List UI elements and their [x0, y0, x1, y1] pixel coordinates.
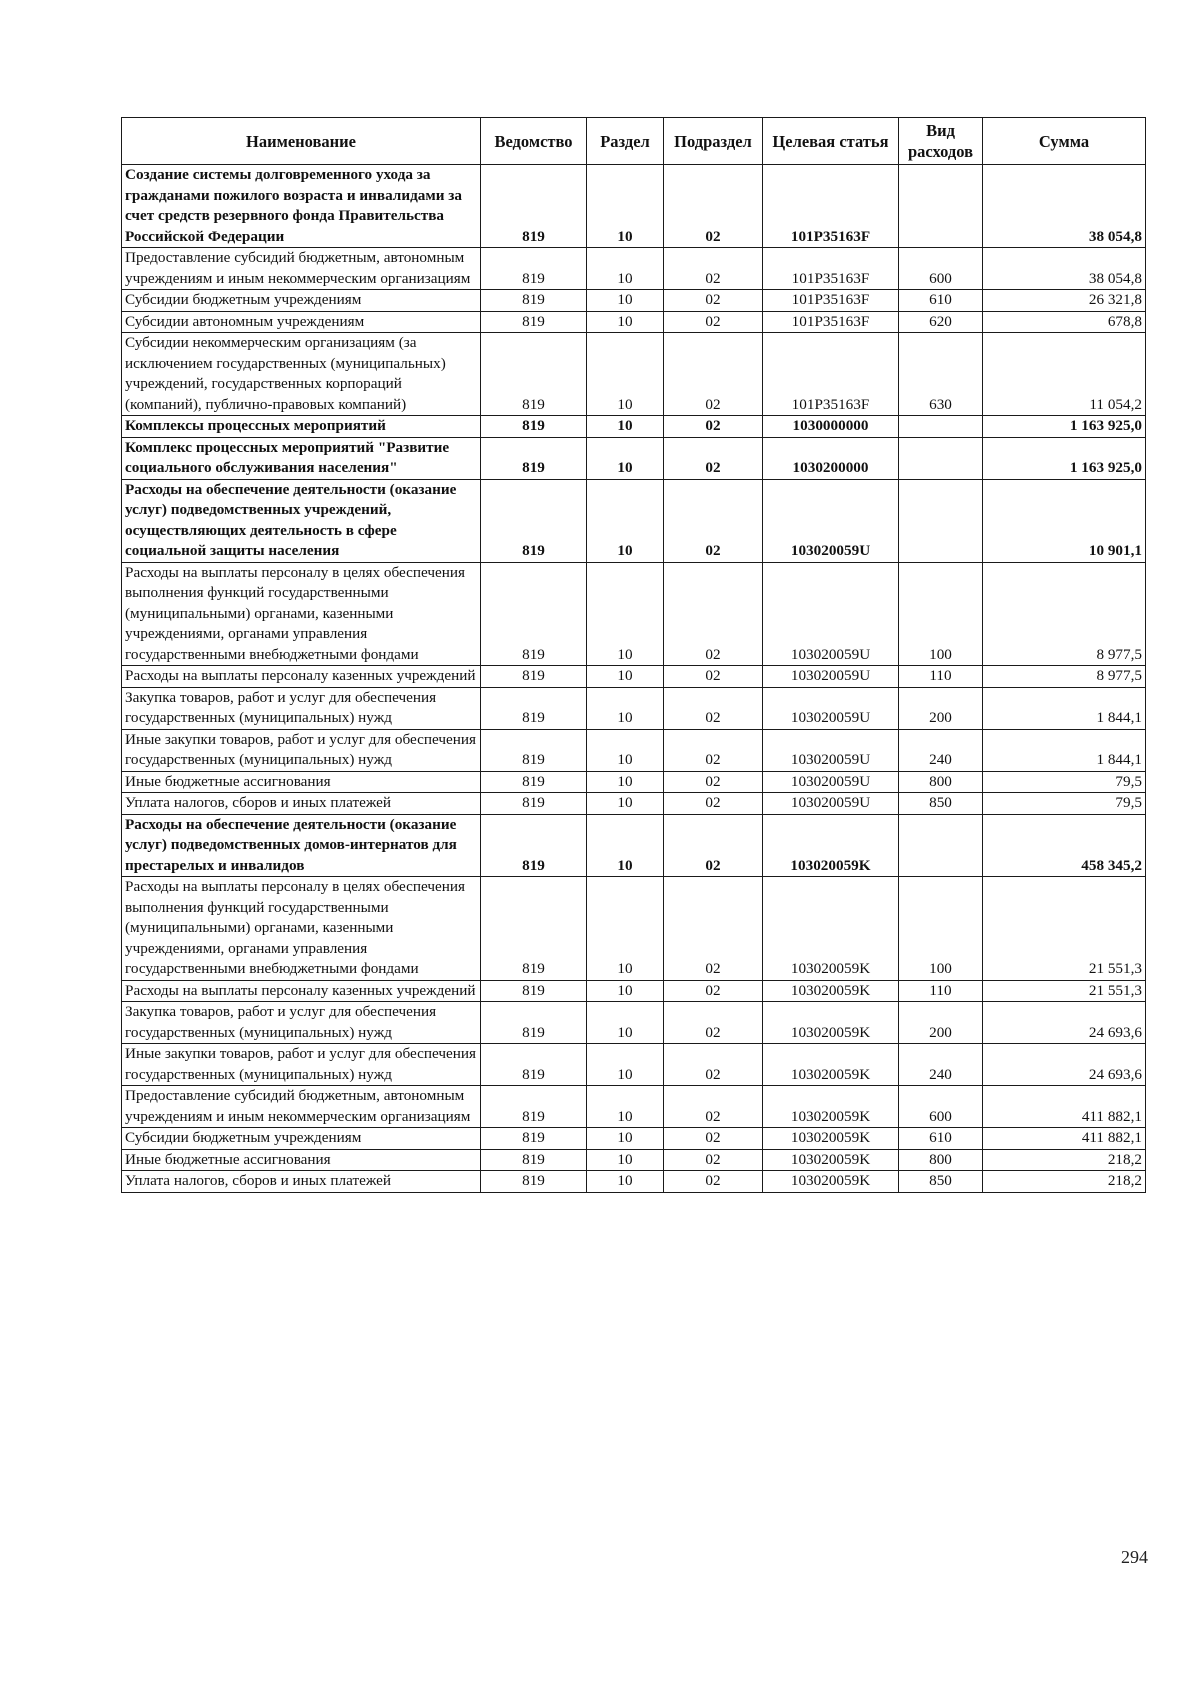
cell-name: Закупка товаров, работ и услуг для обеспечения государственных (муниципальных) нужд: [122, 1002, 481, 1044]
cell-razdel: 10: [587, 311, 664, 333]
cell-summa: 79,5: [983, 793, 1146, 815]
cell-podrazdel: 02: [664, 1002, 763, 1044]
cell-vedomstvo: 819: [481, 416, 587, 438]
cell-podrazdel: 02: [664, 1044, 763, 1086]
cell-summa: 24 693,6: [983, 1044, 1146, 1086]
cell-summa: 24 693,6: [983, 1002, 1146, 1044]
table-row: [122, 333, 1146, 416]
cell-razdel: 10: [587, 814, 664, 877]
cell-celevaya: 103020059K: [763, 1149, 899, 1171]
table-row: [122, 793, 1146, 815]
cell-vedomstvo: 819: [481, 687, 587, 729]
cell-celevaya: 103020059K: [763, 1086, 899, 1128]
cell-vid: 850: [899, 793, 983, 815]
table-row: [122, 1171, 1146, 1193]
table-row: [122, 771, 1146, 793]
cell-summa: 1 844,1: [983, 687, 1146, 729]
cell-vedomstvo: 819: [481, 165, 587, 248]
cell-podrazdel: 02: [664, 311, 763, 333]
cell-name: Уплата налогов, сборов и иных платежей: [122, 793, 481, 815]
cell-vid: 240: [899, 1044, 983, 1086]
cell-celevaya: 103020059K: [763, 814, 899, 877]
cell-podrazdel: 02: [664, 793, 763, 815]
header-celevaya: Целевая статья: [763, 118, 899, 165]
header-name: Наименование: [122, 118, 481, 165]
cell-summa: 38 054,8: [983, 248, 1146, 290]
header-vid: Вид расходов: [899, 118, 983, 165]
cell-name: Расходы на обеспечение деятельности (оказание услуг) подведомственных домов-интернатов для престарелых и инвалидов: [122, 814, 481, 877]
cell-vid: 100: [899, 877, 983, 981]
cell-razdel: 10: [587, 877, 664, 981]
cell-name: Иные бюджетные ассигнования: [122, 771, 481, 793]
cell-name: Расходы на выплаты персоналу казенных учреждений: [122, 980, 481, 1002]
cell-vedomstvo: 819: [481, 666, 587, 688]
cell-podrazdel: 02: [664, 562, 763, 666]
cell-summa: 1 844,1: [983, 729, 1146, 771]
cell-podrazdel: 02: [664, 877, 763, 981]
table-row: [122, 248, 1146, 290]
cell-razdel: 10: [587, 333, 664, 416]
cell-vedomstvo: 819: [481, 793, 587, 815]
cell-name: Предоставление субсидий бюджетным, автономным учреждениям и иным некоммерческим организациям: [122, 1086, 481, 1128]
cell-celevaya: 103020059U: [763, 666, 899, 688]
cell-razdel: 10: [587, 437, 664, 479]
cell-vid: 610: [899, 1128, 983, 1150]
cell-name: Комплекс процессных мероприятий "Развитие социального обслуживания населения": [122, 437, 481, 479]
cell-vid: 620: [899, 311, 983, 333]
cell-name: Закупка товаров, работ и услуг для обеспечения государственных (муниципальных) нужд: [122, 687, 481, 729]
header-razdel: Раздел: [587, 118, 664, 165]
cell-razdel: 10: [587, 687, 664, 729]
table-row: [122, 1086, 1146, 1128]
cell-razdel: 10: [587, 165, 664, 248]
cell-celevaya: 103020059U: [763, 479, 899, 562]
cell-vid: 200: [899, 1002, 983, 1044]
cell-name: Иные бюджетные ассигнования: [122, 1149, 481, 1171]
cell-name: Иные закупки товаров, работ и услуг для обеспечения государственных (муниципальных) нужд: [122, 729, 481, 771]
cell-podrazdel: 02: [664, 814, 763, 877]
cell-celevaya: 101P35163F: [763, 248, 899, 290]
cell-podrazdel: 02: [664, 290, 763, 312]
cell-razdel: 10: [587, 1044, 664, 1086]
header-summa: Сумма: [983, 118, 1146, 165]
cell-name: Субсидии бюджетным учреждениям: [122, 1128, 481, 1150]
cell-razdel: 10: [587, 980, 664, 1002]
table-row: [122, 814, 1146, 877]
cell-vedomstvo: 819: [481, 1128, 587, 1150]
cell-podrazdel: 02: [664, 437, 763, 479]
cell-name: Уплата налогов, сборов и иных платежей: [122, 1171, 481, 1193]
cell-vid: 600: [899, 1086, 983, 1128]
cell-vid: 110: [899, 980, 983, 1002]
cell-summa: 1 163 925,0: [983, 437, 1146, 479]
cell-celevaya: 103020059U: [763, 687, 899, 729]
table-row: [122, 311, 1146, 333]
cell-celevaya: 103020059K: [763, 1128, 899, 1150]
cell-vedomstvo: 819: [481, 980, 587, 1002]
table-row: [122, 165, 1146, 248]
cell-name: Расходы на обеспечение деятельности (оказание услуг) подведомственных учреждений, осуществляющих деятельность в сфере социальной защиты населения: [122, 479, 481, 562]
cell-razdel: 10: [587, 1128, 664, 1150]
cell-celevaya: 1030200000: [763, 437, 899, 479]
cell-podrazdel: 02: [664, 1086, 763, 1128]
cell-summa: 21 551,3: [983, 877, 1146, 981]
cell-celevaya: 103020059U: [763, 562, 899, 666]
cell-summa: 1 163 925,0: [983, 416, 1146, 438]
table-row: [122, 729, 1146, 771]
cell-celevaya: 103020059U: [763, 771, 899, 793]
cell-razdel: 10: [587, 248, 664, 290]
cell-vedomstvo: 819: [481, 1171, 587, 1193]
cell-vedomstvo: 819: [481, 1044, 587, 1086]
table-row: [122, 562, 1146, 666]
table-row: [122, 980, 1146, 1002]
cell-celevaya: 1030000000: [763, 416, 899, 438]
cell-vedomstvo: 819: [481, 1149, 587, 1171]
cell-razdel: 10: [587, 1149, 664, 1171]
table-row: [122, 290, 1146, 312]
cell-summa: 8 977,5: [983, 666, 1146, 688]
cell-razdel: 10: [587, 479, 664, 562]
cell-name: Расходы на выплаты персоналу в целях обеспечения выполнения функций государственными (муниципальными) органами, казенными учреждениями, органами управления государственными внебюджетными фондами: [122, 562, 481, 666]
cell-name: Субсидии автономным учреждениям: [122, 311, 481, 333]
cell-celevaya: 101P35163F: [763, 333, 899, 416]
cell-razdel: 10: [587, 666, 664, 688]
cell-name: Субсидии бюджетным учреждениям: [122, 290, 481, 312]
table-row: [122, 1149, 1146, 1171]
cell-name: Создание системы долговременного ухода за гражданами пожилого возраста и инвалидами за счет средств резервного фонда Правительства Российской Федерации: [122, 165, 481, 248]
cell-razdel: 10: [587, 290, 664, 312]
cell-vedomstvo: 819: [481, 729, 587, 771]
cell-vid: [899, 165, 983, 248]
table-row: [122, 437, 1146, 479]
cell-celevaya: 103020059K: [763, 1171, 899, 1193]
cell-summa: 11 054,2: [983, 333, 1146, 416]
cell-vid: 630: [899, 333, 983, 416]
cell-podrazdel: 02: [664, 1128, 763, 1150]
cell-vid: [899, 479, 983, 562]
cell-podrazdel: 02: [664, 666, 763, 688]
cell-razdel: 10: [587, 1086, 664, 1128]
cell-summa: 411 882,1: [983, 1128, 1146, 1150]
page-number: 294: [1121, 1547, 1148, 1567]
cell-celevaya: 101P35163F: [763, 311, 899, 333]
cell-razdel: 10: [587, 771, 664, 793]
cell-vedomstvo: 819: [481, 437, 587, 479]
cell-podrazdel: 02: [664, 687, 763, 729]
table-body: [122, 165, 1146, 1193]
cell-razdel: 10: [587, 562, 664, 666]
cell-summa: 79,5: [983, 771, 1146, 793]
cell-vid: [899, 437, 983, 479]
cell-podrazdel: 02: [664, 248, 763, 290]
cell-vedomstvo: 819: [481, 479, 587, 562]
cell-podrazdel: 02: [664, 416, 763, 438]
cell-summa: 21 551,3: [983, 980, 1146, 1002]
cell-name: Расходы на выплаты персоналу казенных учреждений: [122, 666, 481, 688]
table-row: [122, 666, 1146, 688]
budget-table: [121, 117, 1146, 1193]
cell-summa: 218,2: [983, 1149, 1146, 1171]
cell-podrazdel: 02: [664, 1149, 763, 1171]
cell-summa: 218,2: [983, 1171, 1146, 1193]
cell-summa: 26 321,8: [983, 290, 1146, 312]
cell-podrazdel: 02: [664, 165, 763, 248]
cell-celevaya: 101P35163F: [763, 165, 899, 248]
cell-celevaya: 103020059K: [763, 1002, 899, 1044]
cell-celevaya: 103020059K: [763, 1044, 899, 1086]
table-row: [122, 877, 1146, 981]
cell-razdel: 10: [587, 416, 664, 438]
cell-vedomstvo: 819: [481, 333, 587, 416]
cell-vedomstvo: 819: [481, 290, 587, 312]
header-vedomstvo: Ведомство: [481, 118, 587, 165]
cell-podrazdel: 02: [664, 771, 763, 793]
cell-name: Расходы на выплаты персоналу в целях обеспечения выполнения функций государственными (муниципальными) органами, казенными учреждениями, органами управления государственными внебюджетными фондами: [122, 877, 481, 981]
cell-vid: 110: [899, 666, 983, 688]
cell-vid: 240: [899, 729, 983, 771]
cell-summa: 411 882,1: [983, 1086, 1146, 1128]
cell-summa: 678,8: [983, 311, 1146, 333]
cell-podrazdel: 02: [664, 729, 763, 771]
cell-podrazdel: 02: [664, 1171, 763, 1193]
table-row: [122, 687, 1146, 729]
cell-summa: 458 345,2: [983, 814, 1146, 877]
cell-vedomstvo: 819: [481, 1086, 587, 1128]
cell-razdel: 10: [587, 1171, 664, 1193]
cell-vid: 850: [899, 1171, 983, 1193]
table-row: [122, 479, 1146, 562]
cell-podrazdel: 02: [664, 333, 763, 416]
cell-celevaya: 101P35163F: [763, 290, 899, 312]
cell-summa: 38 054,8: [983, 165, 1146, 248]
cell-celevaya: 103020059U: [763, 729, 899, 771]
cell-vedomstvo: 819: [481, 771, 587, 793]
cell-vid: 800: [899, 771, 983, 793]
cell-vedomstvo: 819: [481, 1002, 587, 1044]
cell-name: Субсидии некоммерческим организациям (за исключением государственных (муниципальных) учреждений, государственных корпораций (компаний), публично-правовых компаний): [122, 333, 481, 416]
table-row: [122, 1128, 1146, 1150]
cell-vedomstvo: 819: [481, 814, 587, 877]
cell-celevaya: 103020059K: [763, 877, 899, 981]
cell-vid: 200: [899, 687, 983, 729]
cell-razdel: 10: [587, 793, 664, 815]
cell-vedomstvo: 819: [481, 877, 587, 981]
table-row: [122, 1044, 1146, 1086]
cell-vedomstvo: 819: [481, 562, 587, 666]
cell-celevaya: 103020059K: [763, 980, 899, 1002]
table-row: [122, 1002, 1146, 1044]
cell-razdel: 10: [587, 729, 664, 771]
cell-celevaya: 103020059U: [763, 793, 899, 815]
cell-vid: 610: [899, 290, 983, 312]
cell-summa: 10 901,1: [983, 479, 1146, 562]
cell-name: Комплексы процессных мероприятий: [122, 416, 481, 438]
cell-name: Иные закупки товаров, работ и услуг для обеспечения государственных (муниципальных) нужд: [122, 1044, 481, 1086]
cell-podrazdel: 02: [664, 980, 763, 1002]
cell-summa: 8 977,5: [983, 562, 1146, 666]
cell-vedomstvo: 819: [481, 248, 587, 290]
cell-vid: [899, 416, 983, 438]
cell-vedomstvo: 819: [481, 311, 587, 333]
cell-vid: [899, 814, 983, 877]
cell-name: Предоставление субсидий бюджетным, автономным учреждениям и иным некоммерческим организациям: [122, 248, 481, 290]
header-podrazdel: Подраздел: [664, 118, 763, 165]
table-row: [122, 416, 1146, 438]
cell-razdel: 10: [587, 1002, 664, 1044]
cell-vid: 800: [899, 1149, 983, 1171]
table-header-row: [122, 118, 1146, 165]
cell-podrazdel: 02: [664, 479, 763, 562]
cell-vid: 600: [899, 248, 983, 290]
cell-vid: 100: [899, 562, 983, 666]
